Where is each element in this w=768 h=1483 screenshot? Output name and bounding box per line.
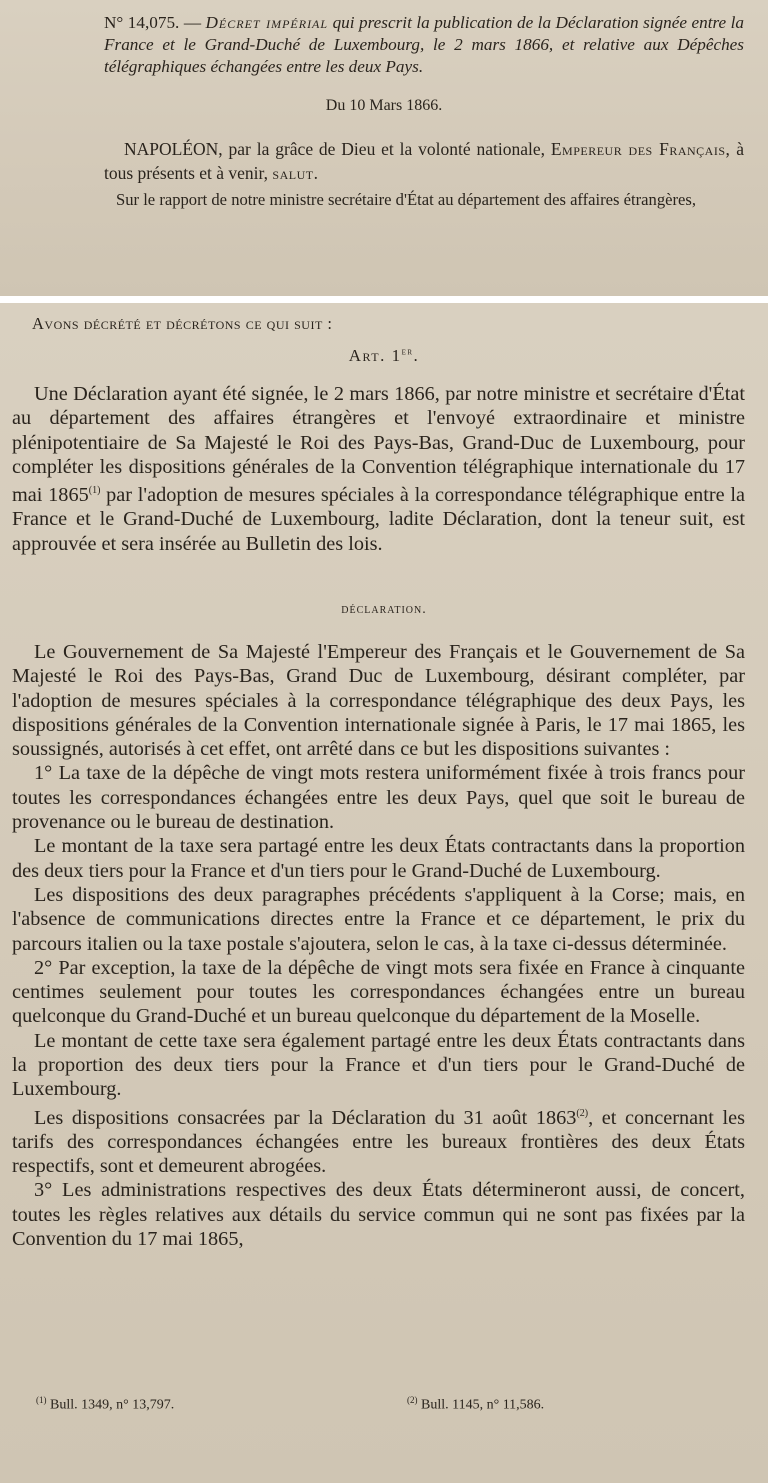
footnote-2-mark: (2) (407, 1395, 418, 1405)
napoleon-text-c: à tous présents et à venir, (104, 139, 745, 183)
decree-keyword: Décret impérial (205, 13, 329, 32)
clause-1: 1° La taxe de la dépêche de vingt mots restera uniformément fixée à trois francs pour toutes les correspondances échangées entre les deux Pays, quel que soit le bureau de provenance ou le bureau de destination. (12, 762, 745, 834)
art1-text-a: Une Déclaration ayant été signée, le 2 mars 1866, par notre ministre et secrétaire d'État au département des affaires étrangères et l'envoyé extraordinaire et ministre plénipotentiaire de Sa Majesté le Roi des Pays-Bas, Grand-Duc de Luxembourg, pour compléter les dispositions générales de la Convention télégraphique internationale du 17 mai 1865 (12, 383, 745, 506)
clause-2-abrogation (12, 1102, 745, 1179)
panel-divider (0, 296, 768, 303)
napoleon-text-a: NAPOLÉON, par la grâce de Dieu et la volonté nationale, (124, 139, 545, 159)
clause-2-abrogation-a: Les dispositions consacrées par la Déclaration du 31 août 1863 (34, 1106, 577, 1129)
clause-1-corse: Les dispositions des deux paragraphes précédents s'appliquent à la Corse; mais, en l'absence de communications directes entre la France et ce département, le prix du parcours italien ou la taxe postale s'ajoutera, selon le cas, à la taxe ci-dessus déterminée. (12, 883, 745, 955)
avons-decrete: Avons décrété et décrétons ce qui suit : (32, 314, 333, 333)
napoleon-salut: salut. (272, 163, 319, 183)
art1-text-b: par l'adoption de mesures spéciales à la correspondance télégraphique entre la France et le Grand-Duché de Luxembourg, ladite Déclaration, dont la teneur suit, est approuvée et sera insérée au Bulletin des lois. (12, 483, 745, 555)
decree-summary: qui prescrit la publication de la Déclaration signée entre la France et le Grand-Duché de Luxembourg, le 2 mars 1866, et relative aux Dépêches télégraphiques échangées entre les deux Pays. (104, 13, 745, 76)
napoleon-title: Empereur des Français, (550, 139, 731, 159)
rapport-text: Sur le rapport de notre ministre secrétaire d'État au département des affaires étrangères, (116, 190, 696, 209)
footnote-ref-2: (2) (576, 1107, 589, 1119)
declaration-body (12, 640, 745, 1251)
article-1-paragraph (12, 382, 745, 556)
clause-2-share: Le montant de cette taxe sera également partagé entre les deux États contractants dans la proportion des deux tiers pour la France et d'un tiers pour le Grand-Duché de Luxembourg. (12, 1029, 745, 1101)
decree-number: N° 14,075. — (104, 13, 202, 32)
footnote-1-mark: (1) (36, 1395, 47, 1405)
footnote-2 (407, 1395, 544, 1414)
declaration-title: déclaration. (341, 602, 427, 617)
napoleon-preamble (104, 137, 744, 185)
footnote-1-text: Bull. 1349, n° 13,797. (50, 1397, 175, 1413)
clause-2: 2° Par exception, la taxe de la dépêche de vingt mots sera fixée en France à cinquante centimes seulement pour toutes les correspondances échangées entre un bureau quelconque du Grand-Duché et un bureau quelconque du département de la Moselle. (12, 956, 745, 1028)
decree-date: Du 10 Mars 1866. (325, 97, 443, 114)
article-title: Art. 1er. (348, 346, 420, 365)
footnote-2-text: Bull. 1145, n° 11,586. (421, 1397, 545, 1413)
clause-2-abrogation-b: , et concernant les tarifs des correspondances échangées entre les bureaux frontières des deux États respectifs, sont et demeurent abrogées. (12, 1106, 746, 1177)
footnote-ref-1: (1) (88, 485, 101, 497)
decree-header (104, 12, 744, 78)
clause-3: 3° Les administrations respectives des deux États détermineront aussi, de concert, toutes les règles relatives aux détails du service commun qui ne sont pas fixées par la Convention du 17 mai 1865, (12, 1179, 745, 1250)
rapport-line (104, 189, 744, 210)
footnote-1 (36, 1395, 174, 1414)
declaration-intro: Le Gouvernement de Sa Majesté l'Empereur des Français et le Gouvernement de Sa Majesté le Roi des Pays-Bas, Grand Duc de Luxembourg, désirant compléter, par l'adoption de mesures spéciales à la correspondance télégraphique des deux Pays, les dispositions générales de la Convention internationale signée à Paris, le 17 mai 1865, les soussignés, autorisés à cet effet, ont arrêté dans ce but les dispositions suivantes : (12, 641, 745, 761)
clause-1-share: Le montant de la taxe sera partagé entre les deux États contractants dans la proportion des deux tiers pour la France et d'un tiers pour le Grand-Duché de Luxembourg. (12, 835, 745, 882)
